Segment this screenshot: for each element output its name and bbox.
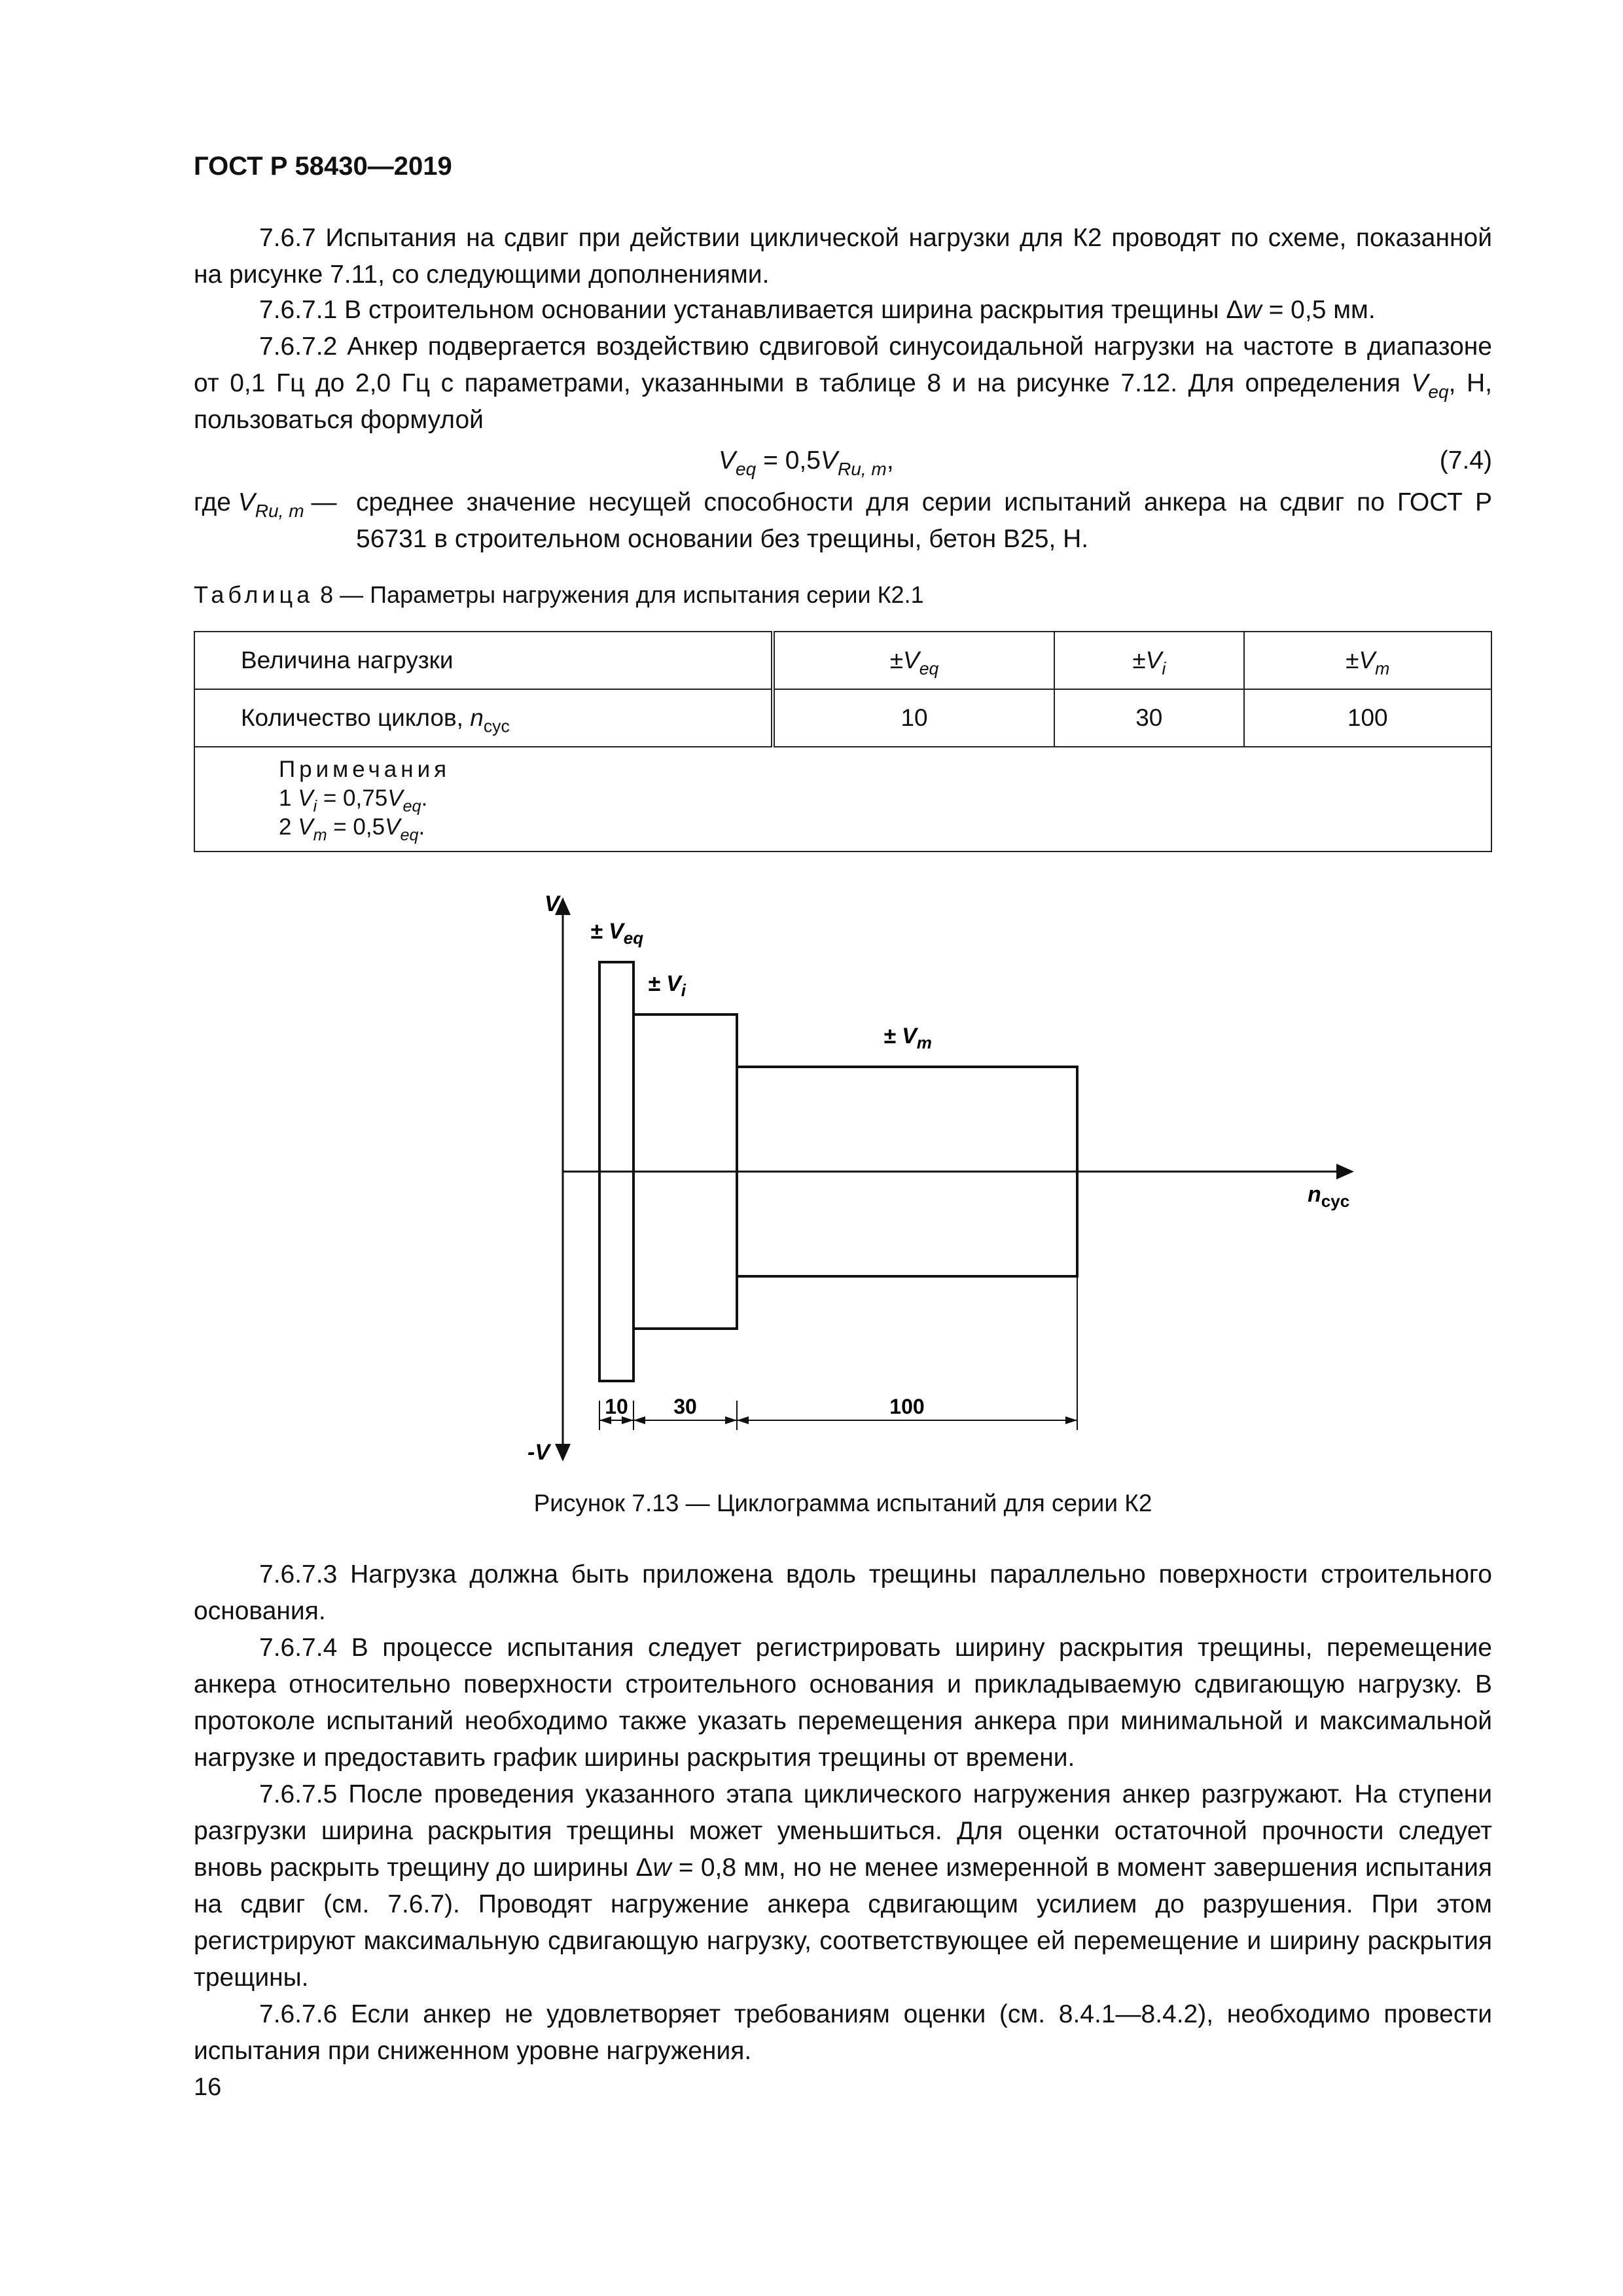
row-label-cycles: Количество циклов, $n_{cyc}$ [194, 689, 773, 747]
cycles-label-10: 10 [605, 1395, 628, 1418]
cycles-veq: 10 [773, 689, 1054, 747]
note-1: 1 $V_i = 0,75V_{eq}$. [279, 785, 428, 816]
table-row [194, 632, 1491, 689]
cycles-vm: 100 [1244, 689, 1491, 747]
paragraph-7-6-7-4: 7.6.7.4 В процессе испытания следует регистрировать ширину раскрытия трещины, перемещение анкера относительно поверхности строительного основания и прикладываемую сдвигающую нагрузку. В протоколе испытаний необходимо также указать перемещения анкера при минимальной и максимальной нагрузке и предоставить график ширины раскрытия трещины от времени. [194, 1634, 1492, 1772]
y-axis-label: V [544, 891, 560, 916]
cyclogram-figure [508, 884, 1424, 1479]
y-axis-negative-label: -V [527, 1440, 550, 1465]
note-2: 2 $V_m = 0,5V_{eq}$. [279, 814, 425, 844]
header-vi: $\pm V_i$ [1054, 632, 1243, 689]
paragraph-7-6-7-2: 7.6.7.2 Анкер подвергается воздействию сдвиговой синусоидальной нагрузки на частоте в диапазоне от 0,1 Гц до 2,0 Гц с параметрами, указанными в таблице 8 и на рисунке 7.12. Для определения $V_{eq}$, Н, пользоваться формулой [194, 332, 1492, 434]
level-label-vm: ± $V_m$ [883, 1024, 932, 1052]
where-description: среднее значение несущей способности для серии испытаний анкера на сдвиг по ГОСТ Р 56731 в строительном основании без трещины, бетон В25, Н. [356, 488, 1492, 553]
cycles-label-30: 30 [673, 1395, 697, 1418]
loading-parameters-table [194, 631, 1492, 852]
table-caption: Таблица 8 — Параметры нагружения для испытания серии К2.1 [194, 581, 924, 608]
header-veq: $\pm V_{eq}$ [773, 632, 1054, 689]
page-number: 16 [194, 2073, 222, 2101]
paragraph-7-6-7-1: 7.6.7.1 В строительном основании устанавливается ширина раскрытия трещины Δw = 0,5 мм. [259, 296, 1376, 324]
row-label-load: Величина нагрузки [194, 632, 773, 689]
header-vm: $\pm V_m$ [1244, 632, 1491, 689]
formula-7-4 [194, 442, 1492, 479]
paragraph-7-6-7: 7.6.7 Испытания на сдвиг при действии циклической нагрузки для К2 проводят по схеме, показанной на рисунке 7.11, со следующими дополнениями. [194, 224, 1492, 289]
table-row [194, 747, 1491, 852]
formula-number: (7.4) [1439, 446, 1492, 475]
paragraph-7-6-7-6: 7.6.7.6 Если анкер не удовлетворяет требованиям оценки (см. 8.4.1—8.4.2), необходимо провести испытания при сниженном уровне нагружения. [194, 2000, 1492, 2065]
figure-caption: Рисунок 7.13 — Циклограмма испытаний для серии К2 [533, 1490, 1152, 1516]
paragraph-7-6-7-5: 7.6.7.5 После проведения указанного этапа циклического нагружения анкер разгружают. На ступени разгрузки ширина раскрытия трещины может уменьшиться. Для оценки остаточной прочности следует вновь раскрыть трещину до ширины Δw = 0,8 мм, но не менее измеренной в момент завершения испытания на сдвиг (см. 7.6.7). Проводят нагружение анкера сдвигающим усилием до разрушения. При этом регистрируют максимальную сдвигающую нагрузку, соответствующее ей перемещение и ширину раскрытия трещины. [194, 1780, 1492, 1992]
where-label: где $V_{Ru, m}$ — [194, 488, 337, 521]
x-axis-label: $n_{cyc}$ [1308, 1182, 1350, 1211]
level-label-veq: ± $V_{eq}$ [590, 919, 644, 948]
level-label-vi: ± $V_i$ [648, 971, 687, 1000]
cyclogram-chart [508, 884, 1424, 1473]
paragraph-7-6-7-3: 7.6.7.3 Нагрузка должна быть приложена вдоль трещины параллельно поверхности строительного основания. [194, 1560, 1492, 1625]
table-notes [194, 747, 1491, 852]
table-row [194, 689, 1491, 747]
page [194, 0, 1492, 2296]
cycles-vi: 30 [1054, 689, 1243, 747]
cycles-label-100: 100 [889, 1395, 925, 1418]
formula-expression: $V_{eq} = 0,5V_{Ru, m}$, [719, 446, 894, 479]
notes-title: Примечания [279, 757, 451, 782]
document-header: ГОСТ Р 58430—2019 [194, 152, 452, 181]
